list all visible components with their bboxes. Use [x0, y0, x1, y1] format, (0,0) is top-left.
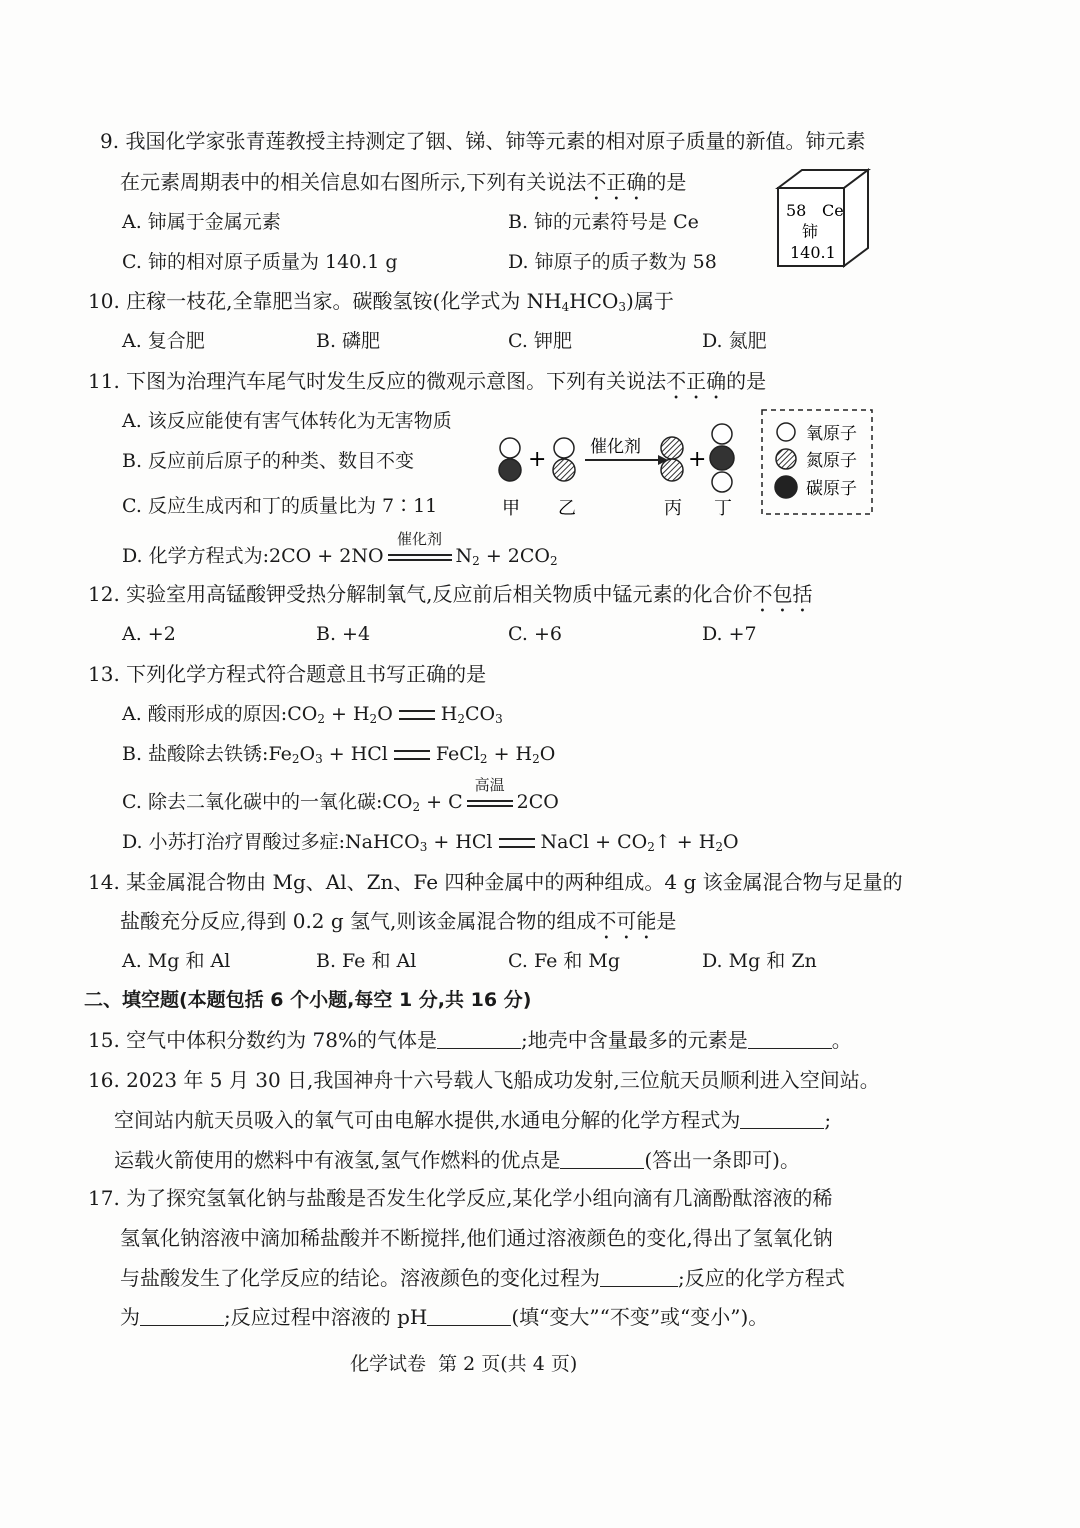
- q17-stem-line1: 17. 为了探究氢氧化钠与盐酸是否发生化学反应,某化学小组向滴有几滴酚酞溶液的稀: [88, 1186, 833, 1210]
- oxygen-atom-icon: [712, 424, 732, 444]
- svg-text:+: +: [688, 447, 707, 472]
- oxygen-atom-icon: [500, 438, 520, 458]
- q15-blank-1[interactable]: [437, 1028, 521, 1049]
- q14-emphasis: 不可能: [596, 909, 657, 933]
- q9-option-b: B. 铈的元素符号是 Ce: [508, 211, 699, 233]
- element-number: 58: [786, 201, 807, 220]
- oxygen-atom-icon: [712, 472, 732, 492]
- q12-option-b: B. +4: [316, 623, 371, 645]
- q11-option-d: D. 化学方程式为:2CO + 2NO 催化剂 $N_2 + 2CO_2$: [122, 530, 558, 568]
- q9-stem-line1: 9. 我国化学家张青莲教授主持测定了铟、锑、铈等元素的相对原子质量的新值。铈元素: [100, 129, 866, 153]
- svg-text:催化剂: 催化剂: [590, 437, 641, 457]
- catalyst-arrow: 催化剂: [388, 550, 452, 564]
- q11-stem: 11. 下图为治理汽车尾气时发生反应的微观示意图。下列有关说法不正确的是: [88, 369, 767, 393]
- q11-option-a: A. 该反应能使有害气体转化为无害物质: [122, 410, 452, 432]
- oxygen-atom-icon: [554, 438, 574, 458]
- q13-option-a: A. 酸雨形成的原因$:CO_2 + H_2O$ $H_2CO_3$: [122, 703, 503, 726]
- page-footer: 化学试卷 第 2 页(共 4 页): [350, 1353, 578, 1375]
- nitrogen-atom-icon: [661, 459, 683, 481]
- q17-blank-3[interactable]: [427, 1305, 511, 1326]
- q16-stem-line2: 空间站内航天员吸入的氧气可由电解水提供,水通电分解的化学方程式为 ;: [114, 1108, 832, 1132]
- label-ding: 丁: [714, 498, 732, 519]
- q17-stem-line3: 与盐酸发生了化学反应的结论。溶液颜色的变化过程为 ;反应的化学方程式: [120, 1266, 845, 1290]
- q17-stem-line4: 为 ;反应过程中溶液的 pH (填“变大”“不变”或“变小”)。: [120, 1305, 769, 1329]
- legend-oxygen-icon: [777, 423, 795, 441]
- q17-blank-2[interactable]: [140, 1305, 224, 1326]
- element-cell-cerium: [770, 166, 872, 270]
- q11-option-c: C. 反应生成丙和丁的质量比为 7∶11: [122, 495, 438, 517]
- q13-option-d: D. 小苏打治疗胃酸过多症:NaHCO$_3$ + HCl NaCl + $CO_2↑ + H_2O$: [122, 831, 739, 854]
- q17-blank-1[interactable]: [600, 1266, 678, 1287]
- q14-option-a: A. Mg 和 Al: [122, 950, 231, 972]
- q14-option-c: C. Fe 和 Mg: [508, 950, 621, 972]
- element-symbol: Ce: [822, 201, 844, 220]
- element-name: 铈: [802, 222, 819, 241]
- q16-stem-line1: 16. 2023 年 5 月 30 日,我国神舟十六号载人飞船成功发射,三位航天员顺利进入空间站。: [88, 1068, 880, 1092]
- q10-stem: 10. 庄稼一枝花,全靠肥当家。碳酸氢铵(化学式为 $NH_4HCO_3$)属于: [88, 289, 674, 314]
- legend-nitrogen: 氮原子: [806, 451, 857, 471]
- nitrogen-atom-icon: [553, 459, 575, 481]
- q12-emphasis: 不包括: [752, 582, 813, 606]
- q12-option-c: C. +6: [508, 623, 562, 645]
- q10-option-d: D. 氮肥: [702, 330, 767, 352]
- q14-option-d: D. Mg 和 Zn: [702, 950, 817, 972]
- q14-option-b: B. Fe 和 Al: [316, 950, 417, 972]
- q9-emphasis: 不正确: [586, 170, 647, 194]
- q15-stem: 15. 空气中体积分数约为 78%的气体是 ;地壳中含量最多的元素是 。: [88, 1028, 852, 1052]
- q17-stem-line2: 氢氧化钠溶液中滴加稀盐酸并不断搅拌,他们通过溶液颜色的变化,得出了氢氧化钠: [120, 1226, 833, 1250]
- q13-option-c: C. 除去二氧化碳中的一氧化碳$:CO_2 + C$ 高温 2CO: [122, 776, 559, 814]
- q14-stem-line2: 盐酸充分反应,得到 0.2 g 氢气,则该金属混合物的组成不可能是: [120, 909, 677, 933]
- q12-option-a: A. +2: [122, 623, 176, 645]
- element-mass: 140.1: [790, 243, 836, 262]
- q12-stem: 12. 实验室用高锰酸钾受热分解制氧气,反应前后相关物质中锰元素的化合价不包括: [88, 582, 813, 606]
- label-bing: 丙: [664, 498, 682, 519]
- q10-option-a: A. 复合肥: [122, 330, 205, 352]
- reaction-micro-diagram: [490, 408, 880, 520]
- q16-stem-line3: 运载火箭使用的燃料中有液氢,氢气作燃料的优点是 (答出一条即可)。: [114, 1148, 800, 1172]
- section-fill-in-title: 二、填空题(本题包括 6 个小题,每空 1 分,共 16 分): [84, 989, 532, 1011]
- legend-carbon-icon: [775, 476, 797, 498]
- label-jia: 甲: [502, 498, 520, 519]
- q10-option-b: B. 磷肥: [316, 330, 381, 352]
- legend-carbon: 碳原子: [806, 479, 857, 499]
- carbon-atom-icon: [710, 446, 734, 470]
- q9-option-d: D. 铈原子的质子数为 58: [508, 251, 717, 273]
- q14-stem-line1: 14. 某金属混合物由 Mg、Al、Zn、Fe 四种金属中的两种组成。4 g 该金属混合物与足量的: [88, 870, 903, 894]
- q10-option-c: C. 钾肥: [508, 330, 572, 352]
- q16-blank-1[interactable]: [740, 1108, 824, 1129]
- q12-option-d: D. +7: [702, 623, 757, 645]
- svg-text:+: +: [528, 447, 547, 472]
- q9-option-c: C. 铈的相对原子质量为 140.1 g: [122, 251, 398, 273]
- q11-option-b: B. 反应前后原子的种类、数目不变: [122, 450, 415, 472]
- q15-blank-2[interactable]: [748, 1028, 832, 1049]
- q13-stem: 13. 下列化学方程式符合题意且书写正确的是: [88, 662, 487, 686]
- q9-option-a: A. 铈属于金属元素: [122, 211, 281, 233]
- legend-nitrogen-icon: [776, 449, 796, 469]
- q16-blank-2[interactable]: [560, 1148, 644, 1169]
- q11-emphasis: 不正确: [666, 369, 727, 393]
- carbon-atom-icon: [499, 459, 521, 481]
- q9-stem-line2: 在元素周期表中的相关信息如右图所示,下列有关说法不正确的是: [120, 170, 687, 194]
- label-yi: 乙: [558, 498, 576, 519]
- legend-oxygen: 氧原子: [806, 424, 857, 444]
- nitrogen-atom-icon: [661, 437, 683, 459]
- q13-option-b: B. 盐酸除去铁锈$:Fe_2O_3$ + HCl FeCl$_2$ + $H_2O$: [122, 743, 556, 766]
- high-temp-arrow: 高温: [467, 796, 513, 810]
